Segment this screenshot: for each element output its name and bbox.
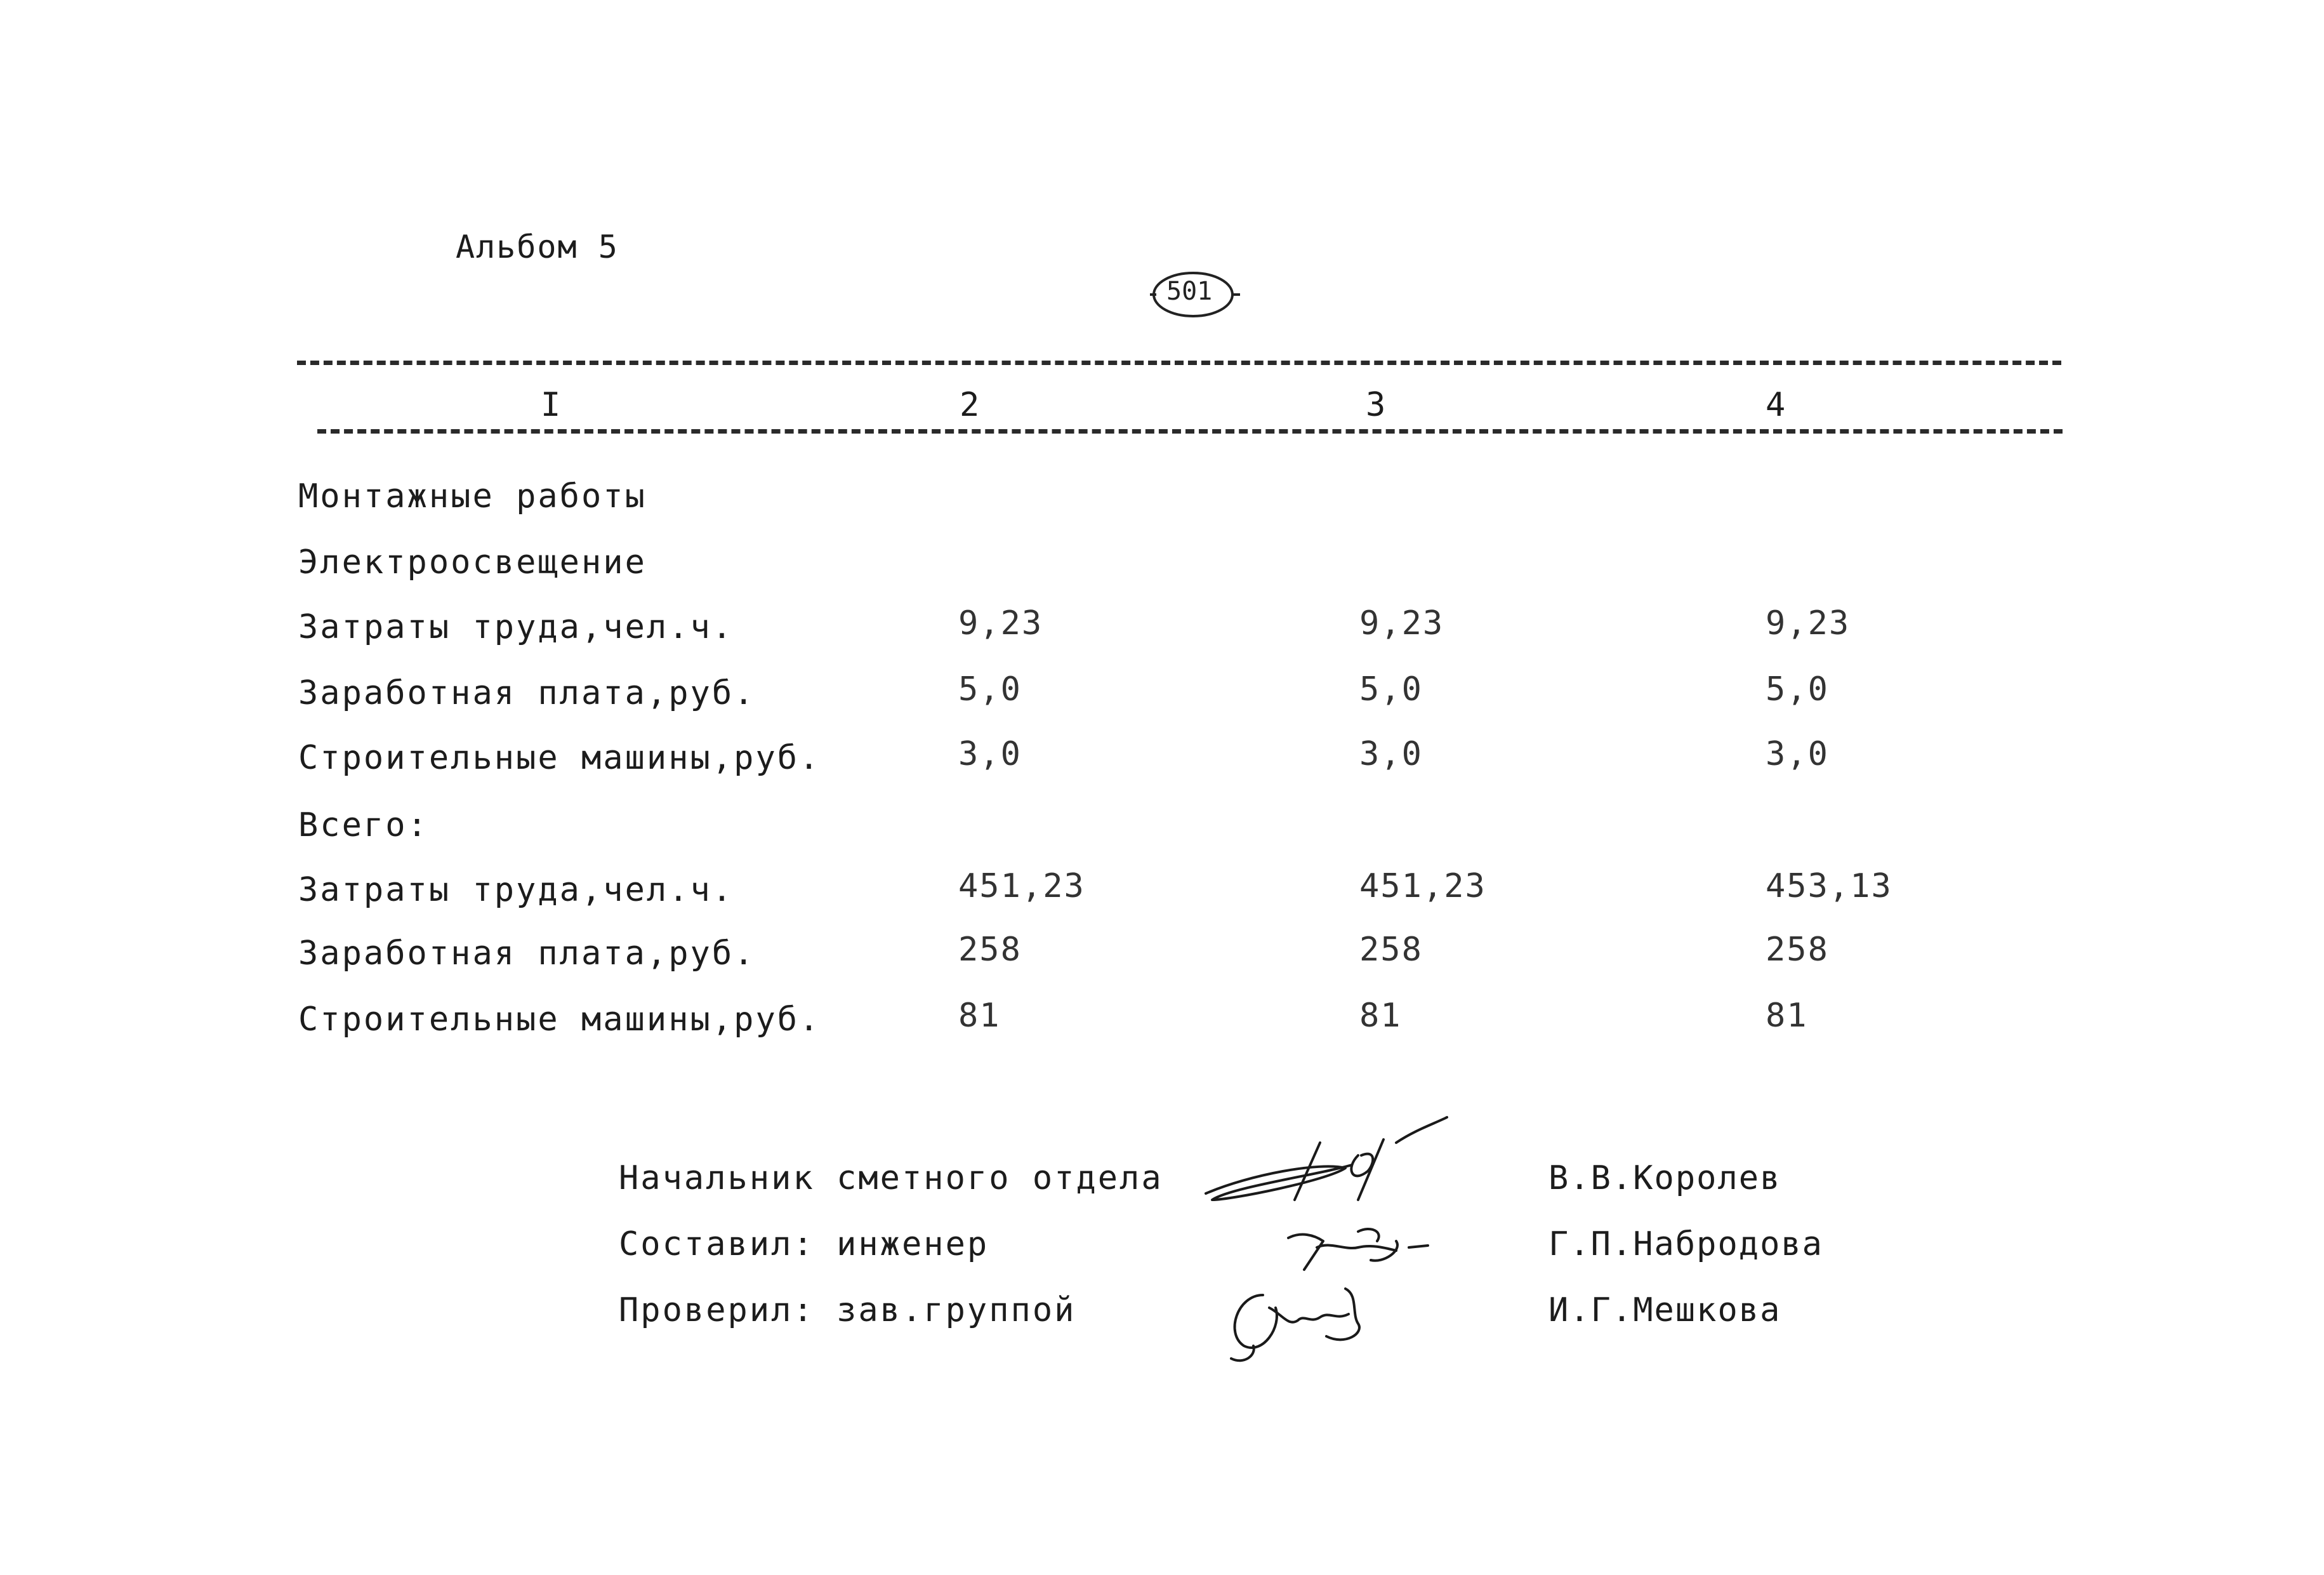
cell-value: 9,23 — [958, 604, 1043, 642]
column-number-3: 3 — [1366, 386, 1386, 424]
column-number-1: I — [541, 386, 561, 424]
page-number-stamp — [1147, 265, 1243, 322]
cell-value: 3,0 — [1766, 735, 1829, 773]
row-label: Электроосвещение — [298, 543, 647, 581]
album-label: Альбом 5 — [456, 229, 619, 265]
cell-value: 5,0 — [958, 670, 1022, 708]
table-rule-bottom — [317, 429, 2063, 434]
handwritten-signatures-icon — [1193, 1105, 1523, 1384]
cell-value: 5,0 — [1359, 670, 1423, 708]
cell-value: 258 — [1359, 931, 1423, 969]
cell-value: 258 — [958, 931, 1022, 969]
cell-value: 258 — [1766, 931, 1829, 969]
row-label: Всего: — [298, 806, 429, 844]
cell-value: 451,23 — [1359, 867, 1486, 905]
row-label: Затраты труда,чел.ч. — [298, 608, 734, 646]
signature-role: Проверил: зав.группой — [619, 1291, 1076, 1329]
cell-value: 3,0 — [1359, 735, 1423, 773]
cell-value: 9,23 — [1359, 604, 1444, 642]
signature-name: Г.П.Набродова — [1548, 1225, 1823, 1263]
column-number-2: 2 — [960, 386, 980, 424]
row-label: Монтажные работы — [298, 477, 647, 515]
row-label: Строительные машины,руб. — [298, 739, 821, 777]
table-rule-top — [297, 361, 2061, 365]
cell-value: 81 — [1359, 997, 1402, 1035]
cell-value: 5,0 — [1766, 670, 1829, 708]
signature-role: Составил: инженер — [619, 1225, 989, 1263]
cell-value: 3,0 — [958, 735, 1022, 773]
row-label: Заработная плата,руб. — [298, 934, 756, 973]
stamp-number: 501 — [1166, 277, 1213, 306]
cell-value: 451,23 — [958, 867, 1085, 905]
row-label: Строительные машины,руб. — [298, 1000, 821, 1039]
cell-value: 453,13 — [1766, 867, 1892, 905]
row-label: Затраты труда,чел.ч. — [298, 871, 734, 909]
cell-value: 81 — [1766, 997, 1808, 1035]
cell-value: 81 — [958, 997, 1001, 1035]
cell-value: 9,23 — [1766, 604, 1851, 642]
row-label: Заработная плата,руб. — [298, 674, 756, 712]
signature-name: В.В.Королев — [1548, 1159, 1781, 1197]
signature-name: И.Г.Мешкова — [1548, 1291, 1781, 1329]
column-number-4: 4 — [1766, 386, 1786, 424]
signature-role: Начальник сметного отдела — [619, 1159, 1163, 1197]
